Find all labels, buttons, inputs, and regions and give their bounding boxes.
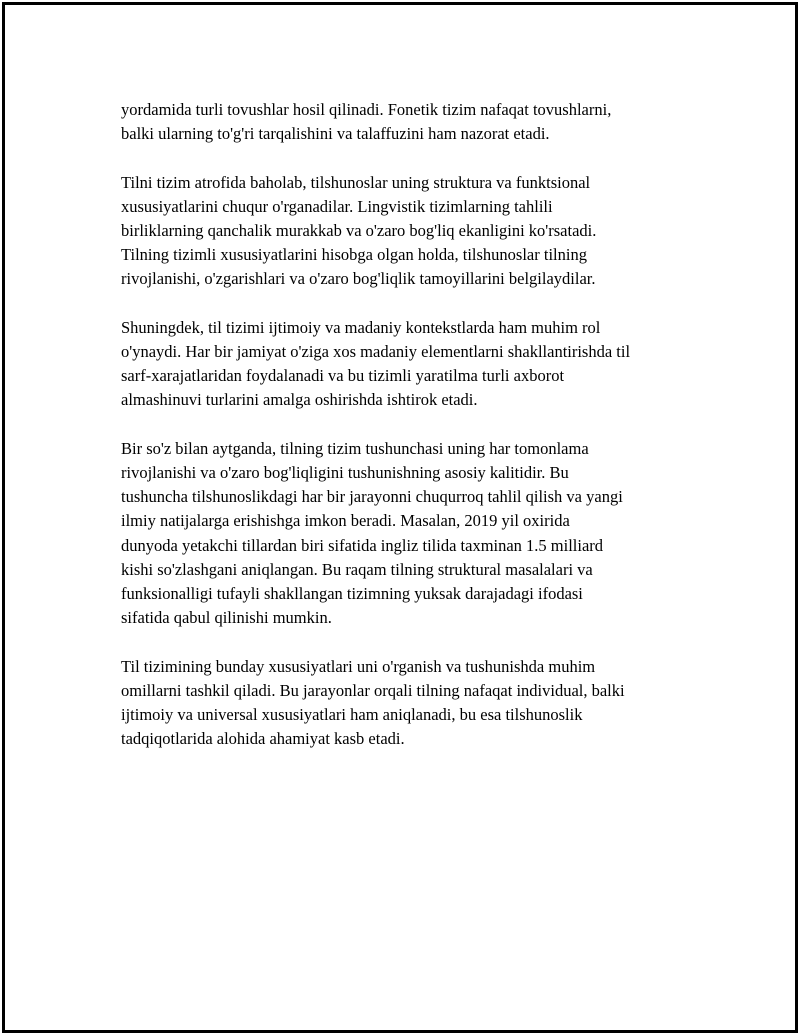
text-line: sifatida qabul qilinishi mumkin. xyxy=(121,608,332,628)
paragraph-3 xyxy=(121,316,711,413)
text-line: almashinuvi turlarini amalga oshirishda ishtirok etadi. xyxy=(121,390,478,410)
text-line: Shuningdek, til tizimi ijtimoiy va madaniy kontekstlarda ham muhim rol xyxy=(121,317,601,337)
text-line: tadqiqotlarida alohida ahamiyat kasb etadi. xyxy=(121,729,405,749)
text-line: Til tizimining bunday xususiyatlari uni o'rganish va tushunishda muhim xyxy=(121,656,596,676)
text-line: birliklarning qanchalik murakkab va o'zaro bog'liq ekanligini ko'rsatadi. xyxy=(121,221,597,240)
text-line: omillarni tashkil qiladi. Bu jarayonlar orqali tilning nafaqat individual, balki xyxy=(121,680,625,700)
text-line: sarf-xarajatlaridan foydalanadi va bu tizimli yaratilma turli axborot xyxy=(121,366,565,386)
text-line: ijtimoiy va universal xususiyatlari ham aniqlanadi, bu esa tilshunoslik xyxy=(121,705,583,725)
text-line: ilmiy natijalarga erishishga imkon beradi. Masalan, 2019 yil oxirida xyxy=(121,511,570,531)
paragraph-2 xyxy=(121,171,711,292)
text-line: Tilni tizim atrofida baholab, tilshunoslar uning struktura va funktsional xyxy=(121,172,591,192)
text-line: rivojlanishi, o'zgarishlari va o'zaro bog'liqlik tamoyillarini belgilaydilar. xyxy=(121,269,596,289)
text-line: dunyoda yetakchi tillardan biri sifatida ingliz tilida taxminan 1.5 milliard xyxy=(121,535,604,555)
text-line: yordamida turli tovushlar hosil qilinadi. Fonetik tizim nafaqat tovushlarni, xyxy=(121,100,612,119)
text-line: funksionalligi tufayli shakllangan tizimning yuksak darajadagi ifodasi xyxy=(121,584,583,604)
paragraph-1 xyxy=(121,98,711,146)
text-line: kishi so'zlashgani aniqlangan. Bu raqam tilning struktural masalalari va xyxy=(121,559,593,579)
text-line: xususiyatlarini chuqur o'rganadilar. Lingvistik tizimlarning tahlili xyxy=(121,196,553,216)
paragraph-4 xyxy=(121,437,711,631)
text-line: balki ularning to'g'ri tarqalishini va talaffuzini ham nazorat etadi. xyxy=(121,124,550,144)
document-page xyxy=(2,2,798,1033)
paragraph-5 xyxy=(121,655,711,752)
text-line: rivojlanishi va o'zaro bog'liqligini tushunishning asosiy kalitidir. Bu xyxy=(121,463,569,482)
text-line: Tilning tizimli xususiyatlarini hisobga olgan holda, tilshunoslar tilning xyxy=(121,245,587,265)
text-line: o'ynaydi. Har bir jamiyat o'ziga xos madaniy elementlarni shakllantirishda til xyxy=(121,342,631,361)
document-body xyxy=(121,98,711,776)
text-line: tushuncha tilshunoslikdagi har bir jarayonni chuqurroq tahlil qilish va yangi xyxy=(121,487,623,507)
text-line: Bir so'z bilan aytganda, tilning tizim tushunchasi uning har tomonlama xyxy=(121,438,589,458)
